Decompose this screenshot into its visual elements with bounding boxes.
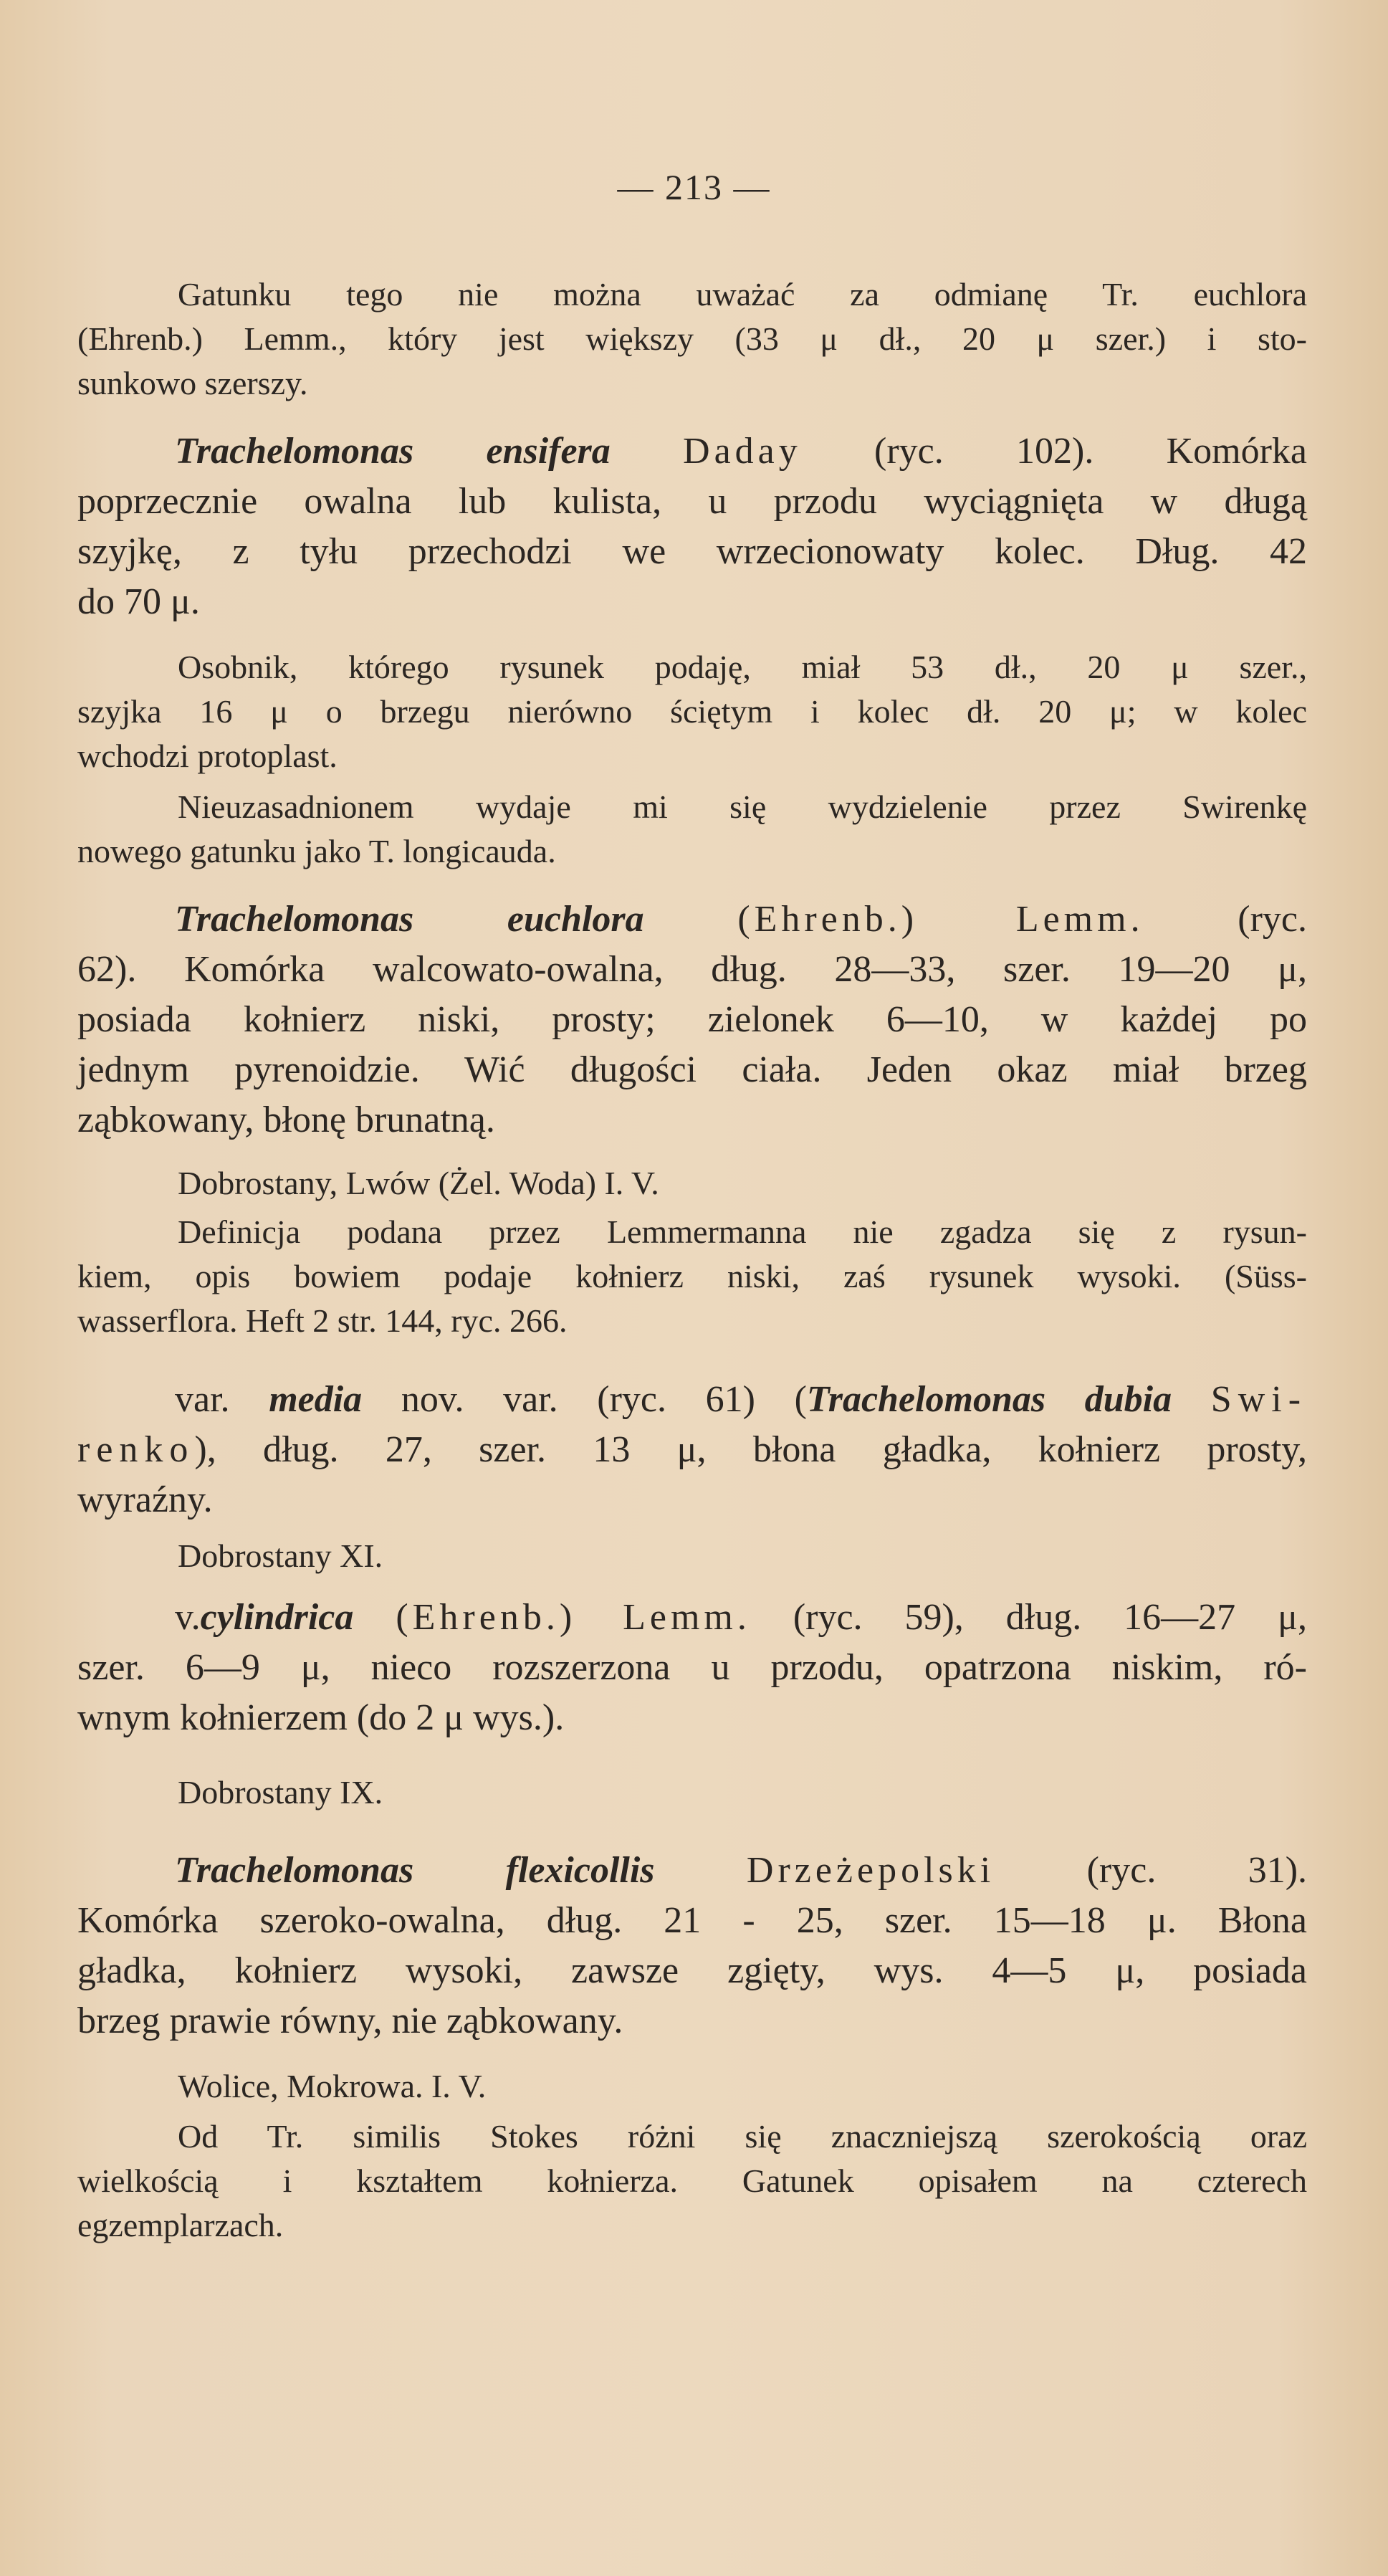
variety-name: cylindrica bbox=[200, 1597, 354, 1638]
text-line: Osobnik, którego rysunek podaję, miał 53 dł., 20 μ szer., bbox=[178, 649, 1307, 685]
locality: Dobrostany IX. bbox=[178, 1774, 383, 1811]
text-fragment: (ryc. bbox=[1238, 899, 1308, 940]
text-line: posiada kołnierz niski, prosty; zielonek 6—10, w każdej po bbox=[77, 999, 1307, 1040]
text-line: do 70 μ. bbox=[77, 581, 200, 622]
locality: Dobrostany XI. bbox=[178, 1537, 383, 1574]
variety-name: media bbox=[269, 1379, 363, 1420]
variety-cylindrica bbox=[77, 1593, 1307, 1743]
text-line: Gatunku tego nie można uważać za odmianę Tr. euchlora bbox=[178, 276, 1307, 313]
flexicollis-note bbox=[77, 2114, 1307, 2248]
species-flexicollis bbox=[77, 1846, 1307, 2046]
species-name: Trachelomonas euchlora bbox=[175, 899, 644, 940]
text-fragment: (ryc. 102). Komórka bbox=[874, 431, 1307, 472]
synonym-author-cont: renko bbox=[77, 1429, 195, 1470]
text-line: egzemplarzach. bbox=[77, 2207, 284, 2243]
text-line: Od Tr. similis Stokes różni się znaczniejszą szerokością oraz bbox=[178, 2118, 1307, 2155]
species-name: Trachelomonas flexicollis bbox=[175, 1850, 655, 1891]
text-line: gładka, kołnierz wysoki, zawsze zgięty, wys. 4—5 μ, posiada bbox=[77, 1950, 1307, 1991]
species-author: (Ehrenb.) Lemm. bbox=[737, 899, 1144, 940]
text-fragment: (ryc. 31). bbox=[1086, 1850, 1308, 1891]
text-line: brzeg prawie równy, nie ząbkowany. bbox=[77, 2000, 623, 2041]
text-line: ząbkowany, błonę brunatną. bbox=[77, 1099, 495, 1140]
species-ensifera bbox=[77, 426, 1307, 627]
text-fragment: ), dług. 27, szer. 13 μ, błona gładka, kołnierz prosty, bbox=[194, 1429, 1307, 1470]
locality: Dobrostany, Lwów (Żel. Woda) I. V. bbox=[178, 1165, 659, 1201]
variety-prefix: var. bbox=[175, 1379, 230, 1420]
text-line: Definicja podana przez Lemmermanna nie zgadza się z rysun- bbox=[178, 1213, 1307, 1250]
text-line: 62). Komórka walcowato-owalna, dług. 28—33, szer. 19—20 μ, bbox=[77, 949, 1307, 990]
species-author: Daday bbox=[683, 431, 802, 472]
text-line: szyjkę, z tyłu przechodzi we wrzecionowaty kolec. Dług. 42 bbox=[77, 531, 1307, 572]
species-heading-line bbox=[77, 426, 1307, 477]
text-line: wyraźny. bbox=[77, 1479, 213, 1520]
cylindrica-locality bbox=[77, 1770, 1307, 1815]
species-name: Trachelomonas ensifera bbox=[175, 431, 611, 472]
variety-media bbox=[77, 1375, 1307, 1525]
text-line: kiem, opis bowiem podaje kołnierz niski, zaś rysunek wysoki. (Süss- bbox=[77, 1258, 1307, 1294]
paragraph-intro bbox=[77, 272, 1307, 406]
text-line: wchodzi protoplast. bbox=[77, 738, 338, 774]
locality: Wolice, Mokrowa. I. V. bbox=[178, 2068, 487, 2104]
species-heading-line bbox=[77, 895, 1307, 945]
text-line bbox=[77, 1425, 1307, 1475]
synonym-author: Swi- bbox=[1210, 1379, 1308, 1420]
text-line: (Ehrenb.) Lemm., który jest większy (33 μ dł., 20 μ szer.) i sto- bbox=[77, 320, 1307, 357]
text-line: Komórka szeroko-owalna, dług. 21 - 25, szer. 15—18 μ. Błona bbox=[77, 1900, 1307, 1941]
text-line: sunkowo szerszy. bbox=[77, 365, 308, 401]
ensifera-note-2 bbox=[77, 785, 1307, 874]
euchlora-locality bbox=[77, 1161, 1307, 1206]
text-line: szyjka 16 μ o brzegu nierówno ściętym i kolec dł. 20 μ; w kolec bbox=[77, 693, 1307, 730]
flexicollis-locality bbox=[77, 2064, 1307, 2109]
species-heading-line bbox=[77, 1846, 1307, 1896]
variety-heading-line bbox=[77, 1593, 1307, 1643]
euchlora-note bbox=[77, 1210, 1307, 1343]
text-line: wielkością i kształtem kołnierza. Gatunek opisałem na czterech bbox=[77, 2162, 1307, 2199]
text-fragment: (ryc. 59), dług. 16—27 μ, bbox=[793, 1597, 1308, 1638]
text-line: Nieuzasadnionem wydaje mi się wydzielenie przez Swirenkę bbox=[178, 788, 1307, 825]
text-line: jednym pyrenoidzie. Wić długości ciała. Jeden okaz miał brzeg bbox=[77, 1049, 1307, 1090]
text-line: wasserflora. Heft 2 str. 144, ryc. 266. bbox=[77, 1302, 568, 1339]
text-line: nowego gatunku jako T. longicauda. bbox=[77, 833, 556, 869]
species-euchlora bbox=[77, 895, 1307, 1145]
text-line: wnym kołnierzem (do 2 μ wys.). bbox=[77, 1697, 565, 1738]
variety-prefix: v. bbox=[175, 1597, 201, 1638]
media-locality bbox=[77, 1534, 1307, 1578]
text-line: poprzecznie owalna lub kulista, u przodu wyciągnięta w długą bbox=[77, 481, 1307, 522]
variety-author: (Ehrenb.) Lemm. bbox=[396, 1597, 751, 1638]
text-fragment: nov. var. (ryc. 61) ( bbox=[401, 1379, 807, 1420]
page-number: — 213 — bbox=[617, 167, 771, 207]
ensifera-note bbox=[77, 645, 1307, 778]
synonym-name: Trachelomonas dubia bbox=[806, 1379, 1172, 1420]
text-line: szer. 6—9 μ, nieco rozszerzona u przodu, opatrzona niskim, ró- bbox=[77, 1647, 1307, 1688]
variety-heading-line bbox=[77, 1375, 1307, 1425]
species-author: Drzeżepolski bbox=[746, 1850, 995, 1891]
